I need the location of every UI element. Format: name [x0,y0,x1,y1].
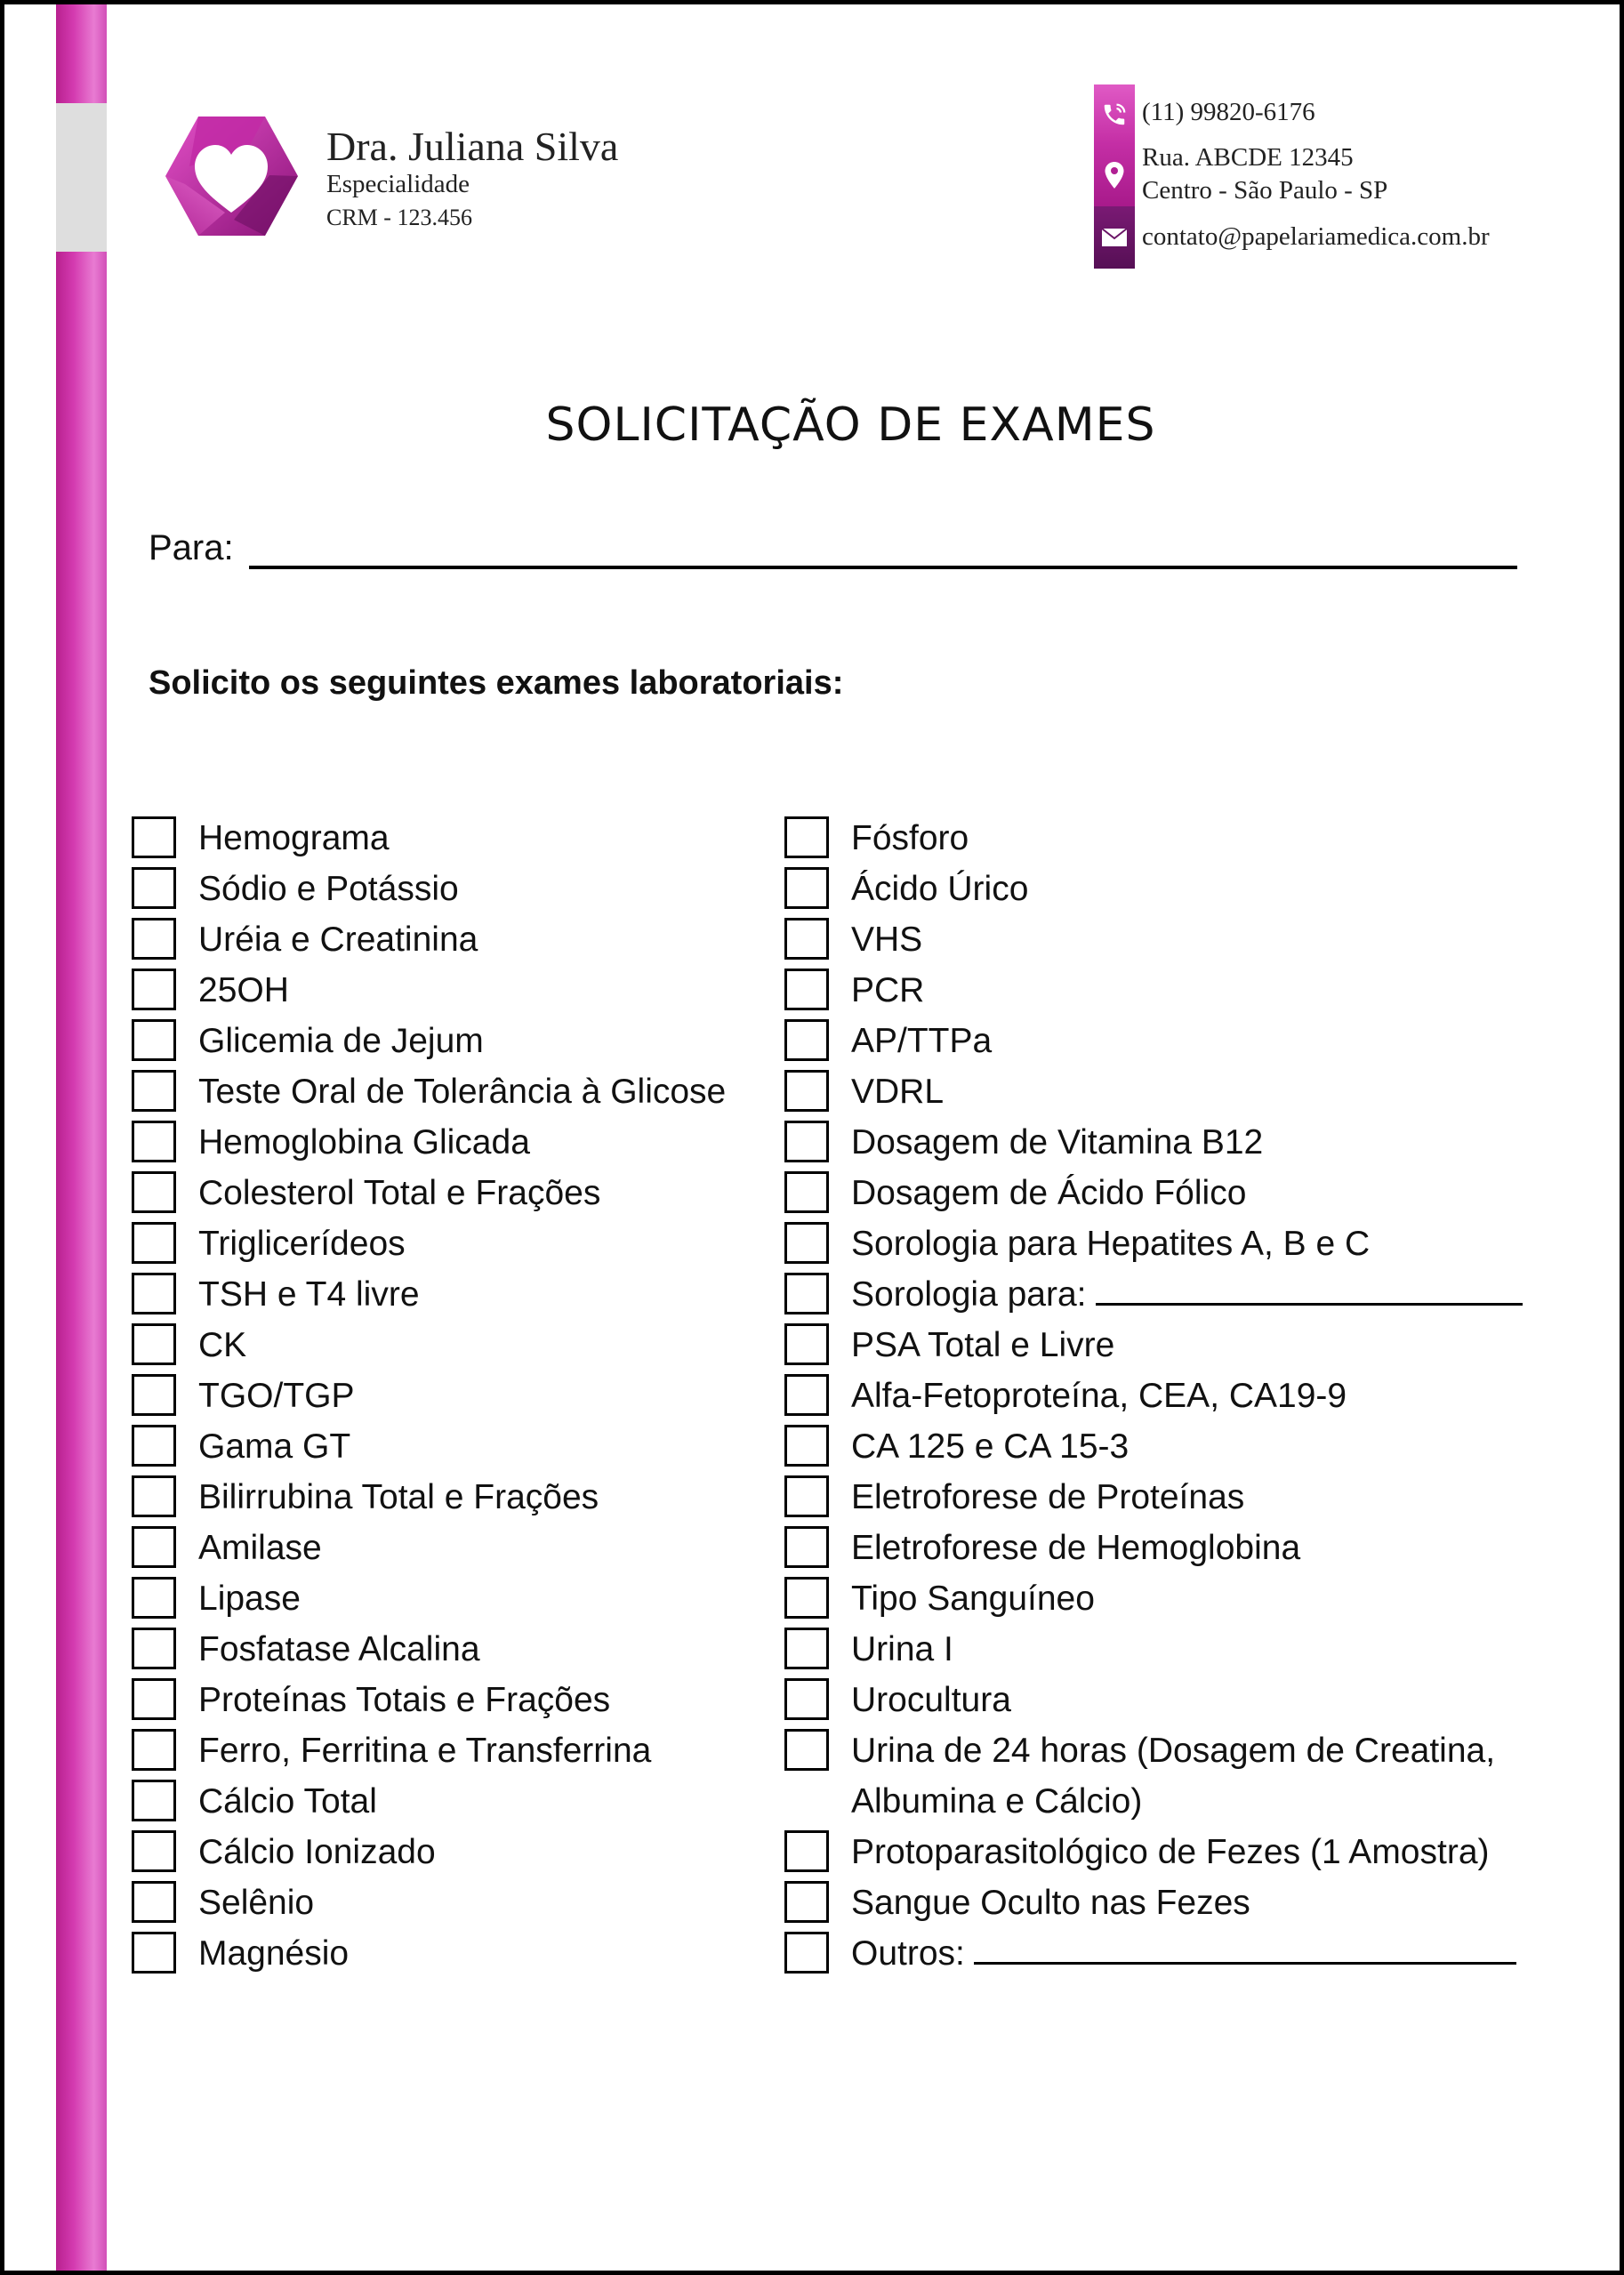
exam-fill-line[interactable] [1096,1303,1523,1306]
exam-label [851,1782,1142,1821]
exam-label-text: PSA Total e Livre [851,1326,1115,1364]
phone-icon [1094,84,1135,144]
exam-checkbox[interactable] [132,1628,176,1669]
exam-label [198,1782,377,1821]
exam-checkbox[interactable] [784,1577,829,1619]
exam-label-text: Magnésio [198,1934,350,1973]
exam-checkbox[interactable] [132,1323,176,1365]
exam-label-text: Urina I [851,1630,953,1668]
exam-label-text: Albumina e Cálcio) [851,1782,1143,1821]
contact-address-line1: Rua. ABCDE 12345 [1142,143,1354,172]
exam-label-text: Dosagem de Vitamina B12 [851,1123,1264,1162]
exam-label-text: Dosagem de Ácido Fólico [851,1174,1247,1212]
exam-label-text: Tipo Sanguíneo [851,1580,1095,1618]
contact-address-line2: Centro - São Paulo - SP [1142,176,1388,205]
exam-label-text: CK [198,1326,247,1364]
exam-label [198,1580,301,1619]
exam-label-text: Cálcio Ionizado [198,1833,436,1871]
exam-label-text: Hemoglobina Glicada [198,1123,530,1162]
exam-label [851,1478,1244,1517]
exam-label-text: Hemograma [198,819,390,857]
exam-checkbox[interactable] [784,918,829,960]
exam-label [198,1884,314,1923]
exam-checkbox[interactable] [132,1475,176,1517]
exam-checkbox[interactable] [132,867,176,909]
exam-checkbox[interactable] [132,1729,176,1771]
exam-label-text: Colesterol Total e Frações [198,1174,601,1212]
exam-label [198,1529,322,1568]
exam-checkbox[interactable] [784,816,829,858]
doctor-specialty: Especialidade [326,170,470,198]
exam-checkbox[interactable] [132,1881,176,1923]
exam-label-text: Ferro, Ferritina e Transferrina [198,1732,652,1770]
exam-label-text: Sorologia para Hepatites A, B e C [851,1225,1371,1263]
exam-checkbox[interactable] [784,969,829,1010]
exam-label [851,1174,1246,1213]
envelope-icon [1094,206,1135,269]
exam-checkbox[interactable] [784,1273,829,1314]
exam-checkbox[interactable] [132,816,176,858]
exam-label-text: Lipase [198,1580,301,1618]
exam-label [198,971,289,1010]
exam-label [851,920,922,960]
exam-label [198,819,390,858]
exam-checkbox[interactable] [784,1881,829,1923]
exam-label [198,1225,406,1264]
exam-checkbox[interactable] [132,1171,176,1213]
exam-label [851,1529,1300,1568]
exam-label-text: Gama GT [198,1427,351,1466]
exam-label-text: Sangue Oculto nas Fezes [851,1884,1250,1922]
exam-label-text: Ácido Úrico [851,870,1029,908]
exam-label [198,1427,350,1467]
location-pin-icon [1094,144,1135,206]
exam-label-text: Urocultura [851,1681,1011,1719]
exam-checkbox[interactable] [132,1019,176,1061]
exam-label-text: Eletroforese de Proteínas [851,1478,1245,1516]
exam-label-text: Triglicerídeos [198,1225,406,1263]
exam-checkbox[interactable] [132,1425,176,1467]
exam-label [851,971,924,1010]
exam-label [851,1833,1490,1872]
exam-label-text: Alfa-Fetoproteína, CEA, CA19-9 [851,1377,1347,1415]
exam-checkbox[interactable] [784,1729,829,1771]
exam-label [198,920,478,960]
exam-label-text: Selênio [198,1884,315,1922]
page-title: SOLICITAÇÃO DE EXAMES [545,398,1156,452]
exam-label-text: Glicemia de Jejum [198,1022,484,1060]
exam-label [198,1022,484,1061]
exam-checkbox[interactable] [132,1121,176,1162]
exam-checkbox[interactable] [132,1526,176,1568]
exam-label-text: Eletroforese de Hemoglobina [851,1529,1301,1567]
exam-label [851,1732,1495,1771]
exam-checkbox[interactable] [132,918,176,960]
exam-checkbox[interactable] [132,1678,176,1720]
contact-phone: (11) 99820-6176 [1142,98,1315,126]
exam-label [198,1073,726,1112]
heart-hexagon-icon [163,113,301,239]
exam-checkbox[interactable] [132,1780,176,1821]
exam-checkbox[interactable] [132,1932,176,1974]
exam-label [851,1073,944,1112]
doctor-crm: CRM - 123.456 [326,205,472,230]
exam-label [851,1123,1263,1162]
exam-checkbox[interactable] [132,1070,176,1112]
exam-label [198,1732,651,1771]
exam-label-text: Uréia e Creatinina [198,920,478,959]
exam-checkbox[interactable] [784,1070,829,1112]
exam-label [851,1275,1523,1314]
exam-label [198,1326,246,1365]
exam-label [851,1580,1095,1619]
exam-label [198,1478,599,1517]
exam-checkbox[interactable] [132,1577,176,1619]
exam-label [851,1681,1011,1720]
exam-label [851,1377,1347,1416]
exam-label [198,1833,436,1872]
exam-label [851,819,969,858]
exam-label-text: CA 125 e CA 15-3 [851,1427,1130,1466]
exam-checkbox[interactable] [784,1932,829,1974]
exam-checkbox[interactable] [784,1475,829,1517]
exam-label-text: TSH e T4 livre [198,1275,420,1314]
exam-checkbox[interactable] [784,1171,829,1213]
exam-label-text: Protoparasitológico de Fezes (1 Amostra) [851,1833,1490,1871]
exam-checkbox[interactable] [132,1830,176,1872]
exam-checkbox[interactable] [784,1830,829,1872]
exam-label [198,1377,355,1416]
exam-checkbox[interactable] [784,1323,829,1365]
exam-label [851,1884,1250,1923]
exam-label [198,1123,530,1162]
doctor-name: Dra. Juliana Silva [326,124,619,169]
exam-checkbox[interactable] [784,1374,829,1416]
exam-label-text: VHS [851,920,923,959]
exam-label-text: VDRL [851,1073,945,1111]
exam-label [198,1681,610,1720]
exam-checkbox[interactable] [784,1628,829,1669]
exam-label [851,1225,1370,1264]
exam-label [851,1427,1129,1467]
exam-label [851,1934,1516,1974]
side-tab [56,103,107,252]
exam-checkbox[interactable] [132,969,176,1010]
exam-checkbox[interactable] [784,1121,829,1162]
exam-label [198,1934,349,1974]
exam-checkbox[interactable] [132,1273,176,1314]
exam-label [198,870,459,909]
exam-checkbox[interactable] [784,1222,829,1264]
exam-label-text: Sódio e Potássio [198,870,459,908]
exam-label [851,1022,992,1061]
para-input-line[interactable] [249,566,1517,569]
exam-label-text: PCR [851,971,925,1009]
exam-checkbox[interactable] [132,1222,176,1264]
exam-label-text: Bilirrubina Total e Frações [198,1478,599,1516]
exam-label-text: Sorologia para: [851,1275,1087,1314]
exam-label [851,1630,953,1669]
exam-label-text: 25OH [198,971,289,1009]
exam-label-text: Proteínas Totais e Frações [198,1681,611,1719]
exam-checkbox[interactable] [784,1425,829,1467]
exam-label-text: TGO/TGP [198,1377,355,1415]
exam-checkbox[interactable] [784,1019,829,1061]
exam-label [198,1630,480,1669]
exam-checkbox[interactable] [784,867,829,909]
exam-label-text: Urina de 24 horas (Dosagem de Creatina, [851,1732,1496,1770]
exam-label-text: Fósforo [851,819,969,857]
exam-label-text: AP/TTPa [851,1022,993,1060]
exam-label [198,1174,600,1213]
contact-email: contato@papelariamedica.com.br [1142,222,1490,251]
exam-label [851,870,1028,909]
exam-label [851,1326,1114,1365]
exam-label-text: Fosfatase Alcalina [198,1630,480,1668]
para-label: Para: [149,528,234,567]
exams-subheading: Solicito os seguintes exames laboratoriais: [149,664,844,702]
exam-label [198,1275,420,1314]
exam-checkbox[interactable] [132,1374,176,1416]
exam-checkbox[interactable] [784,1526,829,1568]
exam-label-text: Cálcio Total [198,1782,377,1821]
exam-fill-line[interactable] [974,1962,1516,1965]
exam-label-text: Outros: [851,1934,965,1973]
exam-label-text: Amilase [198,1529,322,1567]
side-stripe [56,4,107,2271]
exam-label-text: Teste Oral de Tolerância à Glicose [198,1073,727,1111]
exam-checkbox[interactable] [784,1678,829,1720]
